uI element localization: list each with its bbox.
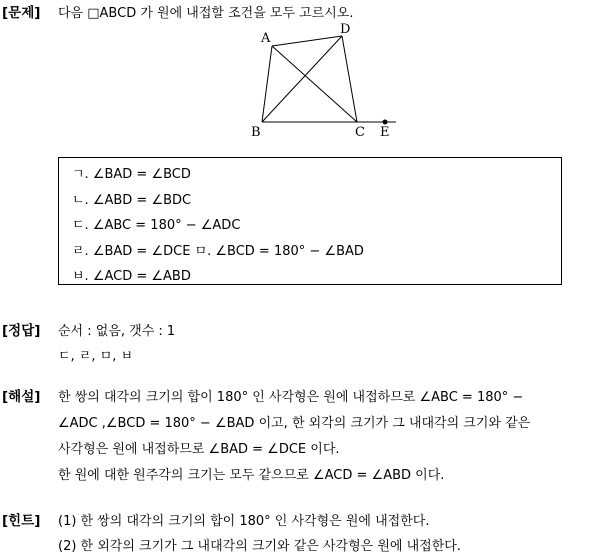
answer-choices: ㄷ, ㄹ, ㅁ, ㅂ [58,349,134,364]
choice-2: ㄴ. ∠ABD = ∠BDC [72,193,192,208]
explanation-line-4: 한 원에 대한 원주각의 크기는 모두 같으므로 ∠ACD = ∠ABD 이다. [58,468,445,483]
edge-ab [262,46,272,122]
hint-line-1: (1) 한 쌍의 대각의 크기의 합이 180° 인 사각형은 원에 내접한다. [58,514,430,529]
explanation-label: [해설] [2,389,41,405]
diagonal-ac [272,46,357,122]
vertex-d-label: D [340,22,351,37]
explanation-line-2: ∠ADC ,∠BCD = 180° − ∠BAD 이고, 한 외각의 크기가 그 내대각의 크기와 같은 [58,416,531,431]
explanation-line-1: 한 쌍의 대각의 크기의 합이 180° 인 사각형은 원에 내접하므로 ∠ABC = 180° − [58,390,524,405]
vertex-a-label: A [261,31,271,46]
choice-6: ㅂ. ∠ACD = ∠ABD [72,269,191,284]
vertex-b-label: B [251,125,261,140]
point-e-label: E [380,125,390,140]
vertex-c-label: C [355,125,365,140]
choice-3: ㄷ. ∠ABC = 180° − ∠ADC [72,218,241,233]
quadrilateral-figure [0,0,591,150]
problem-text: 다음 □ABCD 가 원에 내접할 조건을 모두 고르시오. [58,6,354,21]
choice-4-5: ㄹ. ∠BAD = ∠DCE ㅁ. ∠BCD = 180° − ∠BAD [72,244,364,259]
hint-label: [힌트] [2,513,41,529]
point-e-dot [383,120,388,125]
answer-order-count: 순서 : 없음, 갯수 : 1 [58,324,176,339]
edge-da [272,36,342,46]
answer-label: [정답] [2,323,41,339]
edge-cd [342,36,357,122]
explanation-line-3: 사각형은 원에 내접하므로 ∠BAD = ∠DCE 이다. [58,442,340,457]
hint-line-2: (2) 한 외각의 크기가 그 내대각의 크기와 같은 사각형은 원에 내접한다. [58,539,461,554]
diagonal-bd [262,36,342,122]
problem-label: [문제] [2,5,41,21]
choice-1: ㄱ. ∠BAD = ∠BCD [72,167,191,182]
